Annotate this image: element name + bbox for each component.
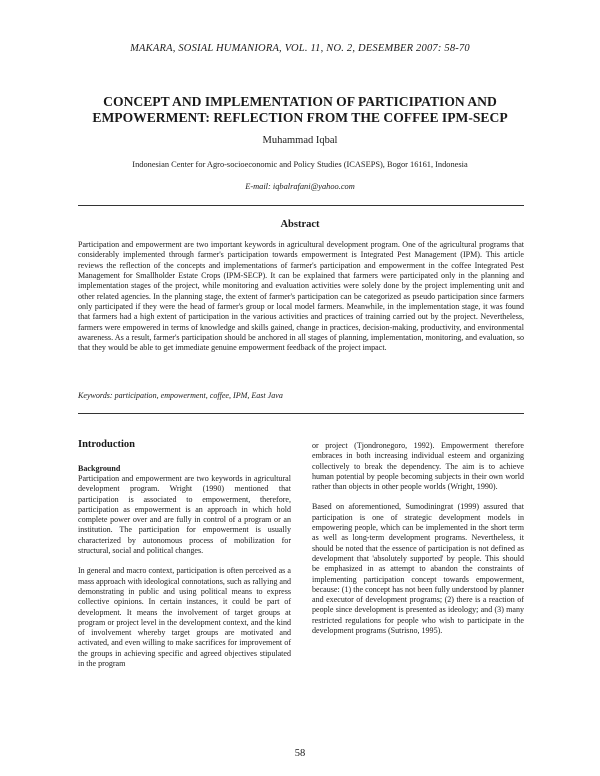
journal-header: MAKARA, SOSIAL HUMANIORA, VOL. 11, NO. 2, DESEMBER 2007: 58-70 bbox=[130, 43, 470, 54]
introduction-heading: Introduction bbox=[78, 439, 135, 450]
left-paragraph-2: In general and macro context, participation is often perceived as a mass approach with ideological connotations, such as rallying and demonstrating in public and using political means to express collective opinions. In certain instances, it could be part of development. It means the involvement of target groups at program or project level in the development context, and the kind of involvement whereby target groups are motivated and activated, and even willing to make sacrifices for improvement of the groups in achieving specific and agreed objectives stipulated in the program bbox=[78, 566, 291, 669]
article-title bbox=[60, 94, 540, 126]
left-paragraph-1: Participation and empowerment are two keywords in agricultural development program. Wright (1990) mentioned that participation is associated to empowerment, therefore, participation as empowerment is an approach in which hold complete power over and are fully in control of a program or an institution. The participation for empowerment is usually characterized by autonomous process of mobilization for structural, social and political changes. bbox=[78, 474, 291, 556]
title-line-2: EMPOWERMENT: REFLECTION FROM THE COFFEE IPM-SECP bbox=[92, 110, 508, 125]
page-number: 58 bbox=[294, 748, 306, 759]
right-paragraph-1: or project (Tjondronegoro, 1992). Empowerment therefore embraces in both increasing individual esteem and organizing collectively to break the dependency. The aim is to achieve human potential by people becoming subjects in their own world rather than objects in other people worlds (Wright, 1990). bbox=[312, 441, 524, 492]
author-name: Muhammad Iqbal bbox=[262, 135, 338, 146]
right-column bbox=[312, 441, 524, 636]
author-affiliation: Indonesian Center for Agro-socioeconomic and Policy Studies (ICASEPS), Bogor 16161, Indonesia bbox=[132, 160, 468, 169]
author-email: E-mail: iqbalrafani@yahoo.com bbox=[245, 182, 355, 191]
background-subheading: Background bbox=[78, 464, 121, 473]
top-divider bbox=[78, 205, 524, 206]
abstract-heading: Abstract bbox=[280, 219, 320, 230]
right-paragraph-2: Based on aforementioned, Sumodiningrat (1999) assured that participation is one of strategic development models in empowering people, which can be implemented in the short term as well as long-term development programs. Nevertheless, it should be noted that the essence of participation is not defined as development that 'absolutely supported' by people. This should be emphasized in as attempt to abandon the constraints of implementing participation concept towards empowerment, because: (1) the concept has not been fully understood by planner and executor of development programs; (2) there is a reaction of people since development is presented as ideology; and (3) many restricted regulations for people who wish to participate in the development programs (Sutrisno, 1995). bbox=[312, 502, 524, 636]
bottom-divider bbox=[78, 413, 524, 414]
keywords: Keywords: participation, empowerment, coffee, IPM, East Java bbox=[78, 391, 283, 400]
left-column bbox=[78, 474, 291, 669]
title-line-1: CONCEPT AND IMPLEMENTATION OF PARTICIPATION AND bbox=[103, 94, 497, 109]
abstract-text: Participation and empowerment are two important keywords in agricultural development program. One of the agricultural programs that considerably implemented through farmer's participation towards empowerment is Integrated Pest Management (IPM). This article reviews the reflection of the concepts and implementations of farmer's participation and empowerment in the coffee Integrated Pest Management for Smallholder Estate Crops (IPM-SECP). It can be explained that farmers were participated only in the planning and implementation stages of the project, while monitoring and evaluation activities were solely done by the project implementing unit and other related agencies. In the planning stage, the extent of farmer's participation can be categorized as pseudo participation since farmers only participated if they were the head of farmer's group or local model farmers. Meanwhile, in the implementation stage, it was found that farmers had a high extent of participation in the various activities and practices of training carried out by the project. Nevertheless, farmers were empowered in terms of knowledge and skills gained, change in practices, decision-making, productivity, and environmental awareness. As a result, farmer's participation should be anchored in all stages of planning, implementation, monitoring, and evaluation, so that they would be able to get immediate genuine empowerment feedback of the project impact. bbox=[78, 240, 524, 353]
